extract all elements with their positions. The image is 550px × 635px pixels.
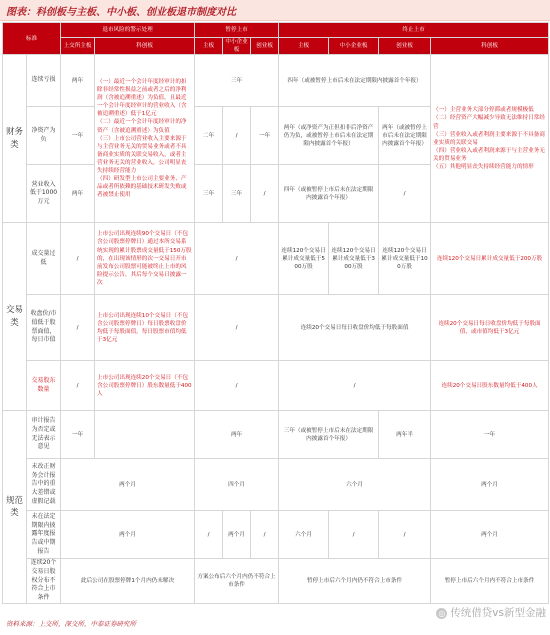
cell: / [379, 165, 431, 223]
cell: 六个月 [279, 511, 329, 559]
header-col-sme2: 中小企业板 [329, 38, 379, 55]
cell: 两年半 [379, 411, 431, 459]
cell: / [61, 295, 95, 361]
cell: / [195, 361, 279, 411]
chart-title: 图表：科创板与主板、中小板、创业板退市制度对比 [6, 7, 236, 18]
cell: 上市公司出现连续20个交易日（不包含公司股票停牌日）股东数量低于400人 [95, 361, 195, 411]
cell: / [61, 361, 95, 411]
row-label-consecutive-loss: 连续亏损 [27, 55, 61, 107]
watermark-text: 传统借贷vs新型金融 [450, 607, 546, 619]
header-col-main-sme: 上交所主板 [61, 38, 95, 55]
cell: 两个月 [431, 459, 549, 511]
cell: 两个月 [61, 459, 195, 511]
cell: 三年（或被暂停上市后未在法定期限内披露首个年报） [279, 411, 379, 459]
cell: / [195, 511, 223, 559]
cell: 暂停上市后六个月内不符合上市条件 [431, 559, 549, 603]
row-label-share-distribution: 连续20个交易日股权分布不符合上市条件 [27, 559, 61, 603]
header-col-chinext: 创业板 [251, 38, 279, 55]
cell: 连续120个交易日累计成交量低于300万股 [329, 223, 379, 295]
cell: 连续120个交易日累计成交量低于500万股 [279, 223, 329, 295]
cell: 方案公布后六个月内仍不符合上市条件 [195, 559, 279, 603]
cell: 两年 [61, 55, 95, 107]
cell: / [61, 223, 95, 295]
category-norm: 规范类 [3, 411, 27, 603]
watermark-logo-icon: ◎ [436, 608, 447, 619]
row-label-low-volume: 成交量过低 [27, 223, 61, 295]
cell: 上市公司出现连续10个交易日（不包含公司股票停牌日）每日股票收盘价均低于每股面值，每日股票市值均低于3亿元 [95, 295, 195, 361]
cell: 三年 [223, 165, 251, 223]
row-label-shareholders: 交易股东数量 [27, 361, 61, 411]
cell: 连续20个交易日每日收盘价均低于每股面值 [279, 295, 431, 361]
cell: / [195, 295, 279, 361]
cell: 二年 [195, 107, 223, 165]
header-col-main2: 主板 [279, 38, 329, 55]
cell: 一年 [61, 411, 95, 459]
cell-star-financial-terminate: （一）主营业务大部分停滞或者规模极低 （二）经营资产大幅减少导致无法维持日常经营 （三）营业收入或者利润主要来源于不具备商业实质的关联交易 （四）营业收入或者利润来源于与主营业务无关的贸易业务 （五）其他明显丧失持续经营能力的情形 [431, 55, 549, 223]
watermark [436, 605, 546, 620]
cell: / [223, 107, 251, 165]
cell: / [251, 511, 279, 559]
category-finance: 财务类 [3, 55, 27, 223]
cell: / [329, 511, 379, 559]
row-label-low-price: 收盘价/市值低于股票面值，每日市值 [27, 295, 61, 361]
cell: 六个月 [279, 459, 431, 511]
header-col-chinext2: 创业板 [379, 38, 431, 55]
cell: 三年 [195, 165, 223, 223]
cell: 两个月 [61, 511, 195, 559]
cell: 两个月 [431, 511, 549, 559]
cell: 连续20个交易日股东数量均低于400人 [431, 361, 549, 411]
header-risk-warning: 退市风险的警示处理 [61, 23, 195, 38]
cell: 两年 [61, 165, 95, 223]
header-terminate: 终止上市 [279, 23, 549, 38]
header-col-main: 主板 [195, 38, 223, 55]
comparison-table [2, 22, 549, 604]
cell: 三年 [195, 55, 279, 107]
cell: 两年（或净资产为正但扣非后净资产仍为负，或被暂停上市后未在法定期限内披露首个年报） [279, 107, 379, 165]
title-bar [0, 0, 550, 21]
cell: 四年（或被暂停上市后未在法定期限内披露首个年报） [279, 165, 379, 223]
cell: 四年（或被暂停上市后未在法定期限内披露首个年报） [279, 55, 431, 107]
cell: 上市公司出现连续90个交易日（不包含公司股票停牌日）通过本所交易系统实现的累计股票成交量低于150万股的，在出现该情形的次一交易日开市前发布公司股票可能被终止上市的风险提示公告，其后每个交易日披露一次 [95, 223, 195, 295]
header-col-star2: 科创板 [431, 38, 549, 55]
cell [95, 411, 195, 459]
cell: 一年 [431, 411, 549, 459]
cell: 此后公司在股票停牌1个月内仍未解决 [61, 559, 195, 603]
header-col-star: 科创板 [95, 38, 195, 55]
cell: / [379, 511, 431, 559]
cell-star-financial-warning: （一）最近一个会计年度经审计的扣除非经常性损益之前或者之后的净利润（含被追溯重述）为负值，且最近一个会计年度经审计的营业收入（含被追溯重述）低于1亿元 （二）最近一个会计年度经审计的净资产（含被追溯重述）为负值 （三）上市公司营业收入主要来源于与主营业务无关的贸易业务或者不具备商业实质的关联交易收入，或者主营业务无关的营业收入，公司明显丧失持续经营能力 （四）研发型上市公司主要业务、产品或者所依赖的基础技术研发失败或者被禁止使用 [95, 55, 195, 223]
source-note: 资料来源：上交所，深交所，中泰证券研究所 [6, 620, 136, 628]
cell: 两年（或被暂停上市后未在法定期限内披露首个年报） [379, 107, 431, 165]
cell: 一年 [61, 107, 95, 165]
cell: 连续120个交易日累计成交量低于100万股 [379, 223, 431, 295]
header-indicator: 标准 [3, 23, 61, 55]
cell: 四个月 [195, 459, 279, 511]
row-label-low-revenue: 营业收入低于1000万元 [27, 165, 61, 223]
row-label-accounting-error: 未改正财务会计报告中的重大差错或虚假记载 [27, 459, 61, 511]
cell: 两个月 [223, 511, 251, 559]
cell: 一年 [251, 107, 279, 165]
category-trade: 交易类 [3, 223, 27, 411]
row-label-negative-net-assets: 净资产为负 [27, 107, 61, 165]
row-label-audit-opinion: 审计报告为否定或无法表示意见 [27, 411, 61, 459]
cell: / [279, 361, 431, 411]
header-suspend: 暂停上市 [195, 23, 279, 38]
cell: 两年 [195, 411, 279, 459]
cell: 暂停上市后六个月内仍不符合上市条件 [279, 559, 431, 603]
cell: / [251, 165, 279, 223]
row-label-report-missing: 未在法定期限内披露年度报告或中期报告 [27, 511, 61, 559]
cell: 连续120个交易日累计成交量低于200万股 [431, 223, 549, 295]
cell: 连续20个交易日每日收盘价均低于每股面值，或市值均低于3亿元 [431, 295, 549, 361]
header-col-sme: 中小企业板 [223, 38, 251, 55]
cell: / [195, 223, 279, 295]
